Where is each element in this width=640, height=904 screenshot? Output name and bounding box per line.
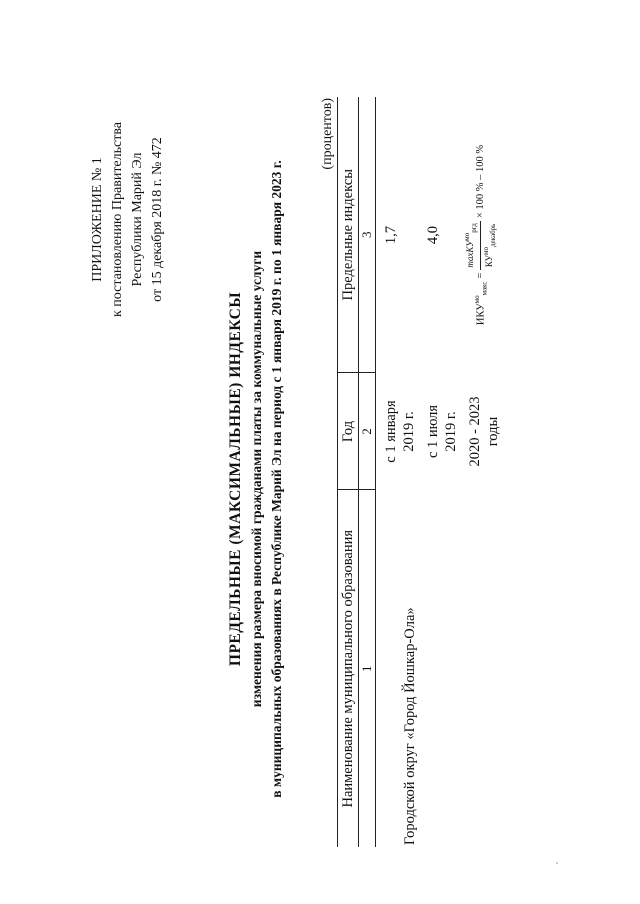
formula-fraction [462,221,499,269]
units-label: (процентов) [320,98,335,170]
formula-tail: × 100 % – 100 % [474,144,486,219]
index-formula-cell [460,97,502,373]
document-subtitle-1: изменения размера вносимой гражданами платы за коммунальные услуги [249,250,264,708]
period-line: с 1 июля [425,404,441,459]
period-line: 2019 г. [443,411,459,452]
formula-denominator: $КУ^{мо}_{декабрь}$ [481,223,497,268]
period-cell [418,373,460,490]
period-line: 2019 г. [401,411,417,452]
column-number-row [359,97,376,847]
period-line: 2020 - 2023 [467,396,483,467]
resolution-number: 472 [150,137,165,159]
scan-speck [556,862,558,864]
header-indices: Предельные индексы [338,97,359,373]
date-prefix: от [150,288,165,302]
column-number: 3 [359,97,376,373]
period-cell [376,373,419,490]
table-row [376,97,419,847]
approval-stamp [88,122,168,317]
period-line: с 1 января [383,400,399,463]
indices-table [337,97,502,847]
approval-resolution-line: к постановлению Правительства [110,122,125,318]
approval-date-line [148,122,168,317]
approval-republic-line: Республики Марий Эл [130,152,145,287]
index-value: 1,7 [383,225,399,245]
column-number: 1 [359,490,376,847]
table-header-row [338,97,359,847]
date-text: декабря 2018 г. [150,178,165,268]
document-title: ПРЕДЕЛЬНЫЕ (МАКСИМАЛЬНЫЕ) ИНДЕКСЫ [227,291,244,667]
index-formula [462,145,499,325]
formula-equals: = [474,272,486,279]
number-sign: № [150,161,165,176]
formula-lhs: $ИКУ^{мо}_{макс}$ [472,281,489,326]
period-cell [460,373,502,490]
formula-numerator: maxКУ$^{мо}_{ргд}$ [462,221,481,269]
period-line: годы [485,416,501,447]
document-title-block [225,134,287,824]
municipality-name: Городской округ «Город Йошкар-Ола» [402,607,418,845]
appendix-label: ПРИЛОЖЕНИЕ № 1 [90,157,105,282]
header-municipality: Наименование муниципального образования [338,490,359,847]
document-subtitle-2: в муниципальных образованиях в Республике Марий Эл на период с 1 января 2019 г. по 1 января 2023 г. [269,160,284,798]
date-day: 15 [150,271,165,286]
header-year: Год [338,373,359,490]
column-number: 2 [359,373,376,490]
index-value: 4,0 [425,225,441,245]
